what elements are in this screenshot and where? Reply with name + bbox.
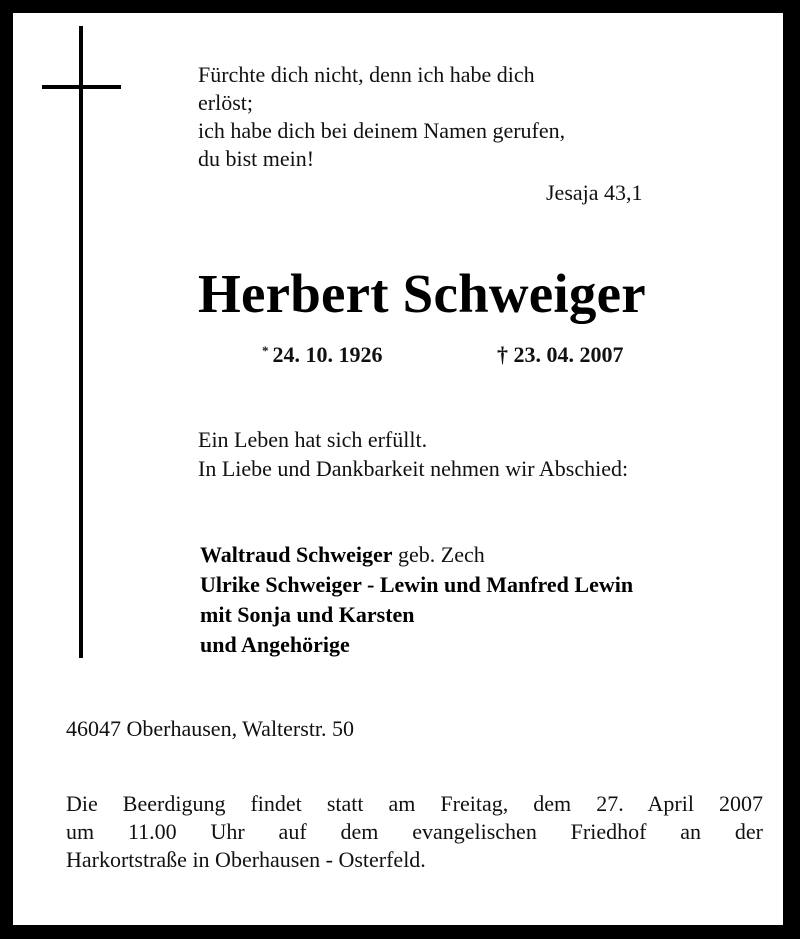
mourning-address: 46047 Oberhausen, Walterstr. 50 [66, 716, 355, 741]
farewell-text [198, 425, 628, 483]
mourner-name: Waltraud Schweiger [200, 542, 393, 567]
mourner-line [200, 570, 633, 600]
mourner-name: und Angehörige [200, 632, 350, 657]
birth-date-value: 24. 10. 1926 [272, 342, 383, 367]
death-date-value: 23. 04. 2007 [513, 342, 624, 367]
birth-date [262, 342, 383, 368]
death-dagger-icon: † [497, 342, 508, 367]
farewell-line: Ein Leben hat sich erfüllt. [198, 427, 428, 452]
cross-icon-horizontal [42, 85, 121, 89]
verse-line: du bist mein! [198, 146, 315, 171]
verse-line: ich habe dich bei deinem Namen gerufen, [198, 118, 566, 143]
verse-reference: Jesaja 43,1 [546, 180, 643, 205]
funeral-line: Harkortstraße in Oberhausen - Osterfeld. [66, 847, 426, 872]
mourners-list [200, 540, 633, 660]
funeral-notice [66, 790, 763, 874]
deceased-name: Herbert Schweiger [198, 263, 646, 324]
bible-verse [198, 61, 565, 173]
death-date [497, 342, 624, 368]
mourner-maiden-name: geb. Zech [392, 542, 485, 567]
cross-icon-vertical [79, 26, 83, 658]
mourner-line [200, 600, 633, 630]
mourner-line [200, 540, 633, 570]
mourner-line [200, 630, 633, 660]
mourner-name: mit Sonja und Karsten [200, 602, 415, 627]
mourner-name: Ulrike Schweiger - Lewin und Manfred Lewin [200, 572, 634, 597]
funeral-line: um 11.00 Uhr auf dem evangelischen Friedhof an der [66, 819, 763, 844]
verse-line: erlöst; [198, 90, 253, 115]
birth-star-icon: * [262, 343, 269, 358]
farewell-line: In Liebe und Dankbarkeit nehmen wir Abschied: [198, 456, 629, 481]
verse-line: Fürchte dich nicht, denn ich habe dich [198, 62, 535, 87]
funeral-line: Die Beerdigung findet statt am Freitag, dem 27. April 2007 [66, 791, 763, 816]
